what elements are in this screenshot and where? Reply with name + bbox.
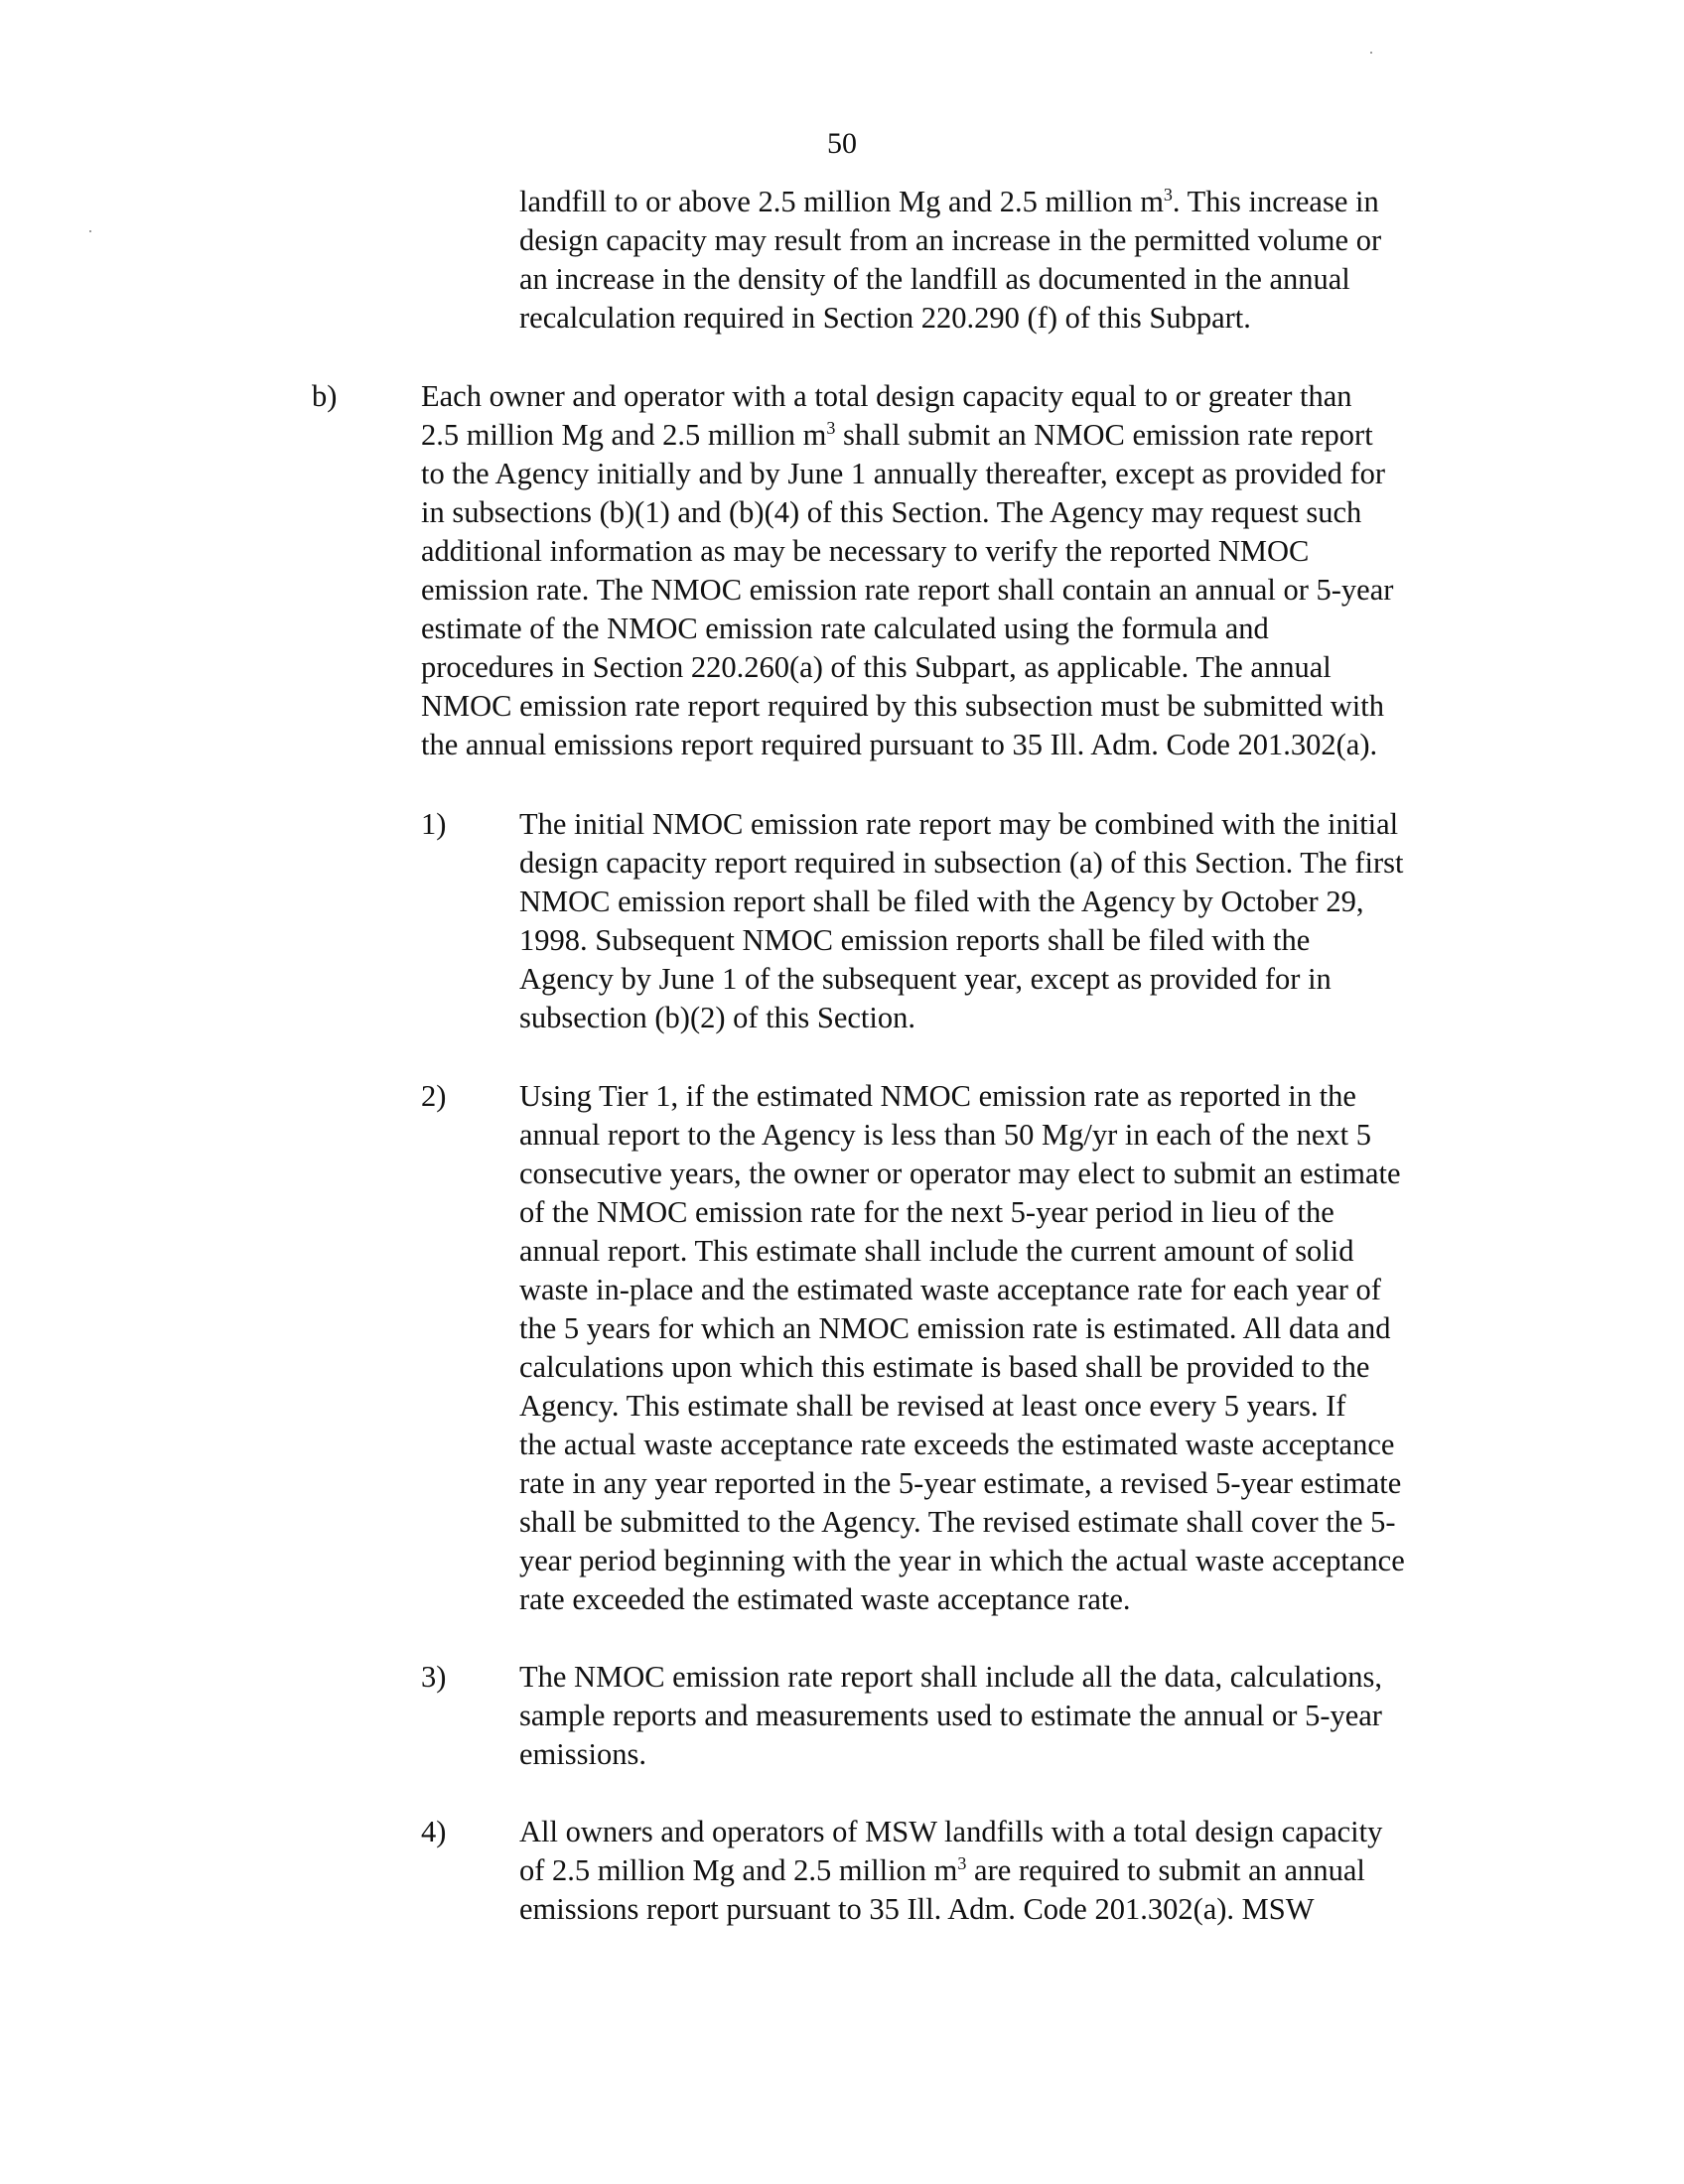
paragraph-line: Each owner and operator with a total design capacity equal to or greater than	[421, 379, 1352, 413]
paragraph-line: Using Tier 1, if the estimated NMOC emission rate as reported in the	[519, 1079, 1356, 1113]
page-number: 50	[827, 127, 857, 160]
paragraph-line: calculations upon which this estimate is based shall be provided to the	[519, 1350, 1370, 1384]
scan-speck	[89, 230, 91, 232]
subsection-b-marker: b)	[312, 379, 338, 413]
superscript-3: 3	[1163, 184, 1173, 205]
paragraph-line: subsection (b)(2) of this Section.	[519, 1001, 915, 1034]
paragraph-line: 2.5 million Mg and 2.5 million $m^3$ shall submit an NMOC emission rate report	[421, 417, 1373, 452]
paragraph-line: design capacity may result from an increase in the permitted volume or	[519, 223, 1382, 257]
item-1-marker: 1)	[421, 807, 447, 841]
paragraph-line: emission rate. The NMOC emission rate report shall contain an annual or 5-year	[421, 573, 1394, 607]
paragraph-line: an increase in the density of the landfill as documented in the annual	[519, 262, 1350, 296]
paragraph-line: rate in any year reported in the 5-year estimate, a revised 5-year estimate	[519, 1466, 1402, 1500]
item-2-marker: 2)	[421, 1079, 447, 1113]
superscript-3: 3	[957, 1852, 967, 1873]
paragraph-line: landfill to or above 2.5 million Mg and 2.5 million $m^3$. This increase in	[519, 184, 1379, 218]
scan-speck	[1370, 52, 1372, 54]
superscript-3: 3	[826, 417, 836, 438]
paragraph-line: estimate of the NMOC emission rate calculated using the formula and	[421, 612, 1269, 645]
paragraph-line: Agency by June 1 of the subsequent year, except as provided for in	[519, 962, 1332, 996]
paragraph-line: Agency. This estimate shall be revised at least once every 5 years. If	[519, 1389, 1346, 1423]
paragraph-line: the 5 years for which an NMOC emission rate is estimated. All data and	[519, 1311, 1391, 1345]
paragraph-line: in subsections (b)(1) and (b)(4) of this Section. The Agency may request such	[421, 495, 1362, 529]
item-4-paragraph	[519, 1813, 1512, 1929]
paragraph-line: rate exceeded the estimated waste acceptance rate.	[519, 1582, 1131, 1616]
paragraph-line: 1998. Subsequent NMOC emission reports shall be filed with the	[519, 923, 1311, 957]
item-2-paragraph	[519, 1077, 1512, 1619]
paragraph-line: procedures in Section 220.260(a) of this Subpart, as applicable. The annual	[421, 650, 1332, 684]
paragraph-line: waste in-place and the estimated waste acceptance rate for each year of	[519, 1273, 1381, 1306]
paragraph-line: emissions report pursuant to 35 Ill. Adm. Code 201.302(a). MSW	[519, 1892, 1315, 1926]
item-1-paragraph	[519, 805, 1512, 1037]
paragraph-line: design capacity report required in subsection (a) of this Section. The first	[519, 846, 1404, 880]
continuation-paragraph	[519, 183, 1512, 338]
paragraph-line: year period beginning with the year in which the actual waste acceptance	[519, 1544, 1405, 1577]
paragraph-line: to the Agency initially and by June 1 annually thereafter, except as provided for	[421, 457, 1386, 490]
paragraph-line: of 2.5 million Mg and 2.5 million $m^3$ are required to submit an annual	[519, 1852, 1365, 1887]
paragraph-line: The NMOC emission rate report shall include all the data, calculations,	[519, 1660, 1382, 1694]
item-3-paragraph	[519, 1658, 1512, 1774]
paragraph-line: recalculation required in Section 220.290 (f) of this Subpart.	[519, 301, 1251, 335]
paragraph-line: of the NMOC emission rate for the next 5-year period in lieu of the	[519, 1195, 1334, 1229]
paragraph-line: sample reports and measurements used to estimate the annual or 5-year	[519, 1699, 1382, 1732]
item-3-marker: 3)	[421, 1660, 447, 1694]
paragraph-line: The initial NMOC emission rate report may be combined with the initial	[519, 807, 1399, 841]
paragraph-line: annual report. This estimate shall include the current amount of solid	[519, 1234, 1354, 1268]
paragraph-line: shall be submitted to the Agency. The revised estimate shall cover the 5-	[519, 1505, 1396, 1539]
subsection-b-paragraph	[421, 377, 1513, 764]
paragraph-line: additional information as may be necessary to verify the reported NMOC	[421, 534, 1310, 568]
paragraph-line: the actual waste acceptance rate exceeds the estimated waste acceptance	[519, 1428, 1395, 1461]
paragraph-line: annual report to the Agency is less than 50 Mg/yr in each of the next 5	[519, 1118, 1372, 1152]
paragraph-line: the annual emissions report required pursuant to 35 Ill. Adm. Code 201.302(a).	[421, 728, 1378, 761]
item-4-marker: 4)	[421, 1815, 447, 1848]
paragraph-line: All owners and operators of MSW landfills with a total design capacity	[519, 1815, 1383, 1848]
paragraph-line: emissions.	[519, 1737, 646, 1771]
paragraph-line: consecutive years, the owner or operator may elect to submit an estimate	[519, 1157, 1401, 1190]
paragraph-line: NMOC emission report shall be filed with the Agency by October 29,	[519, 885, 1364, 918]
paragraph-line: NMOC emission rate report required by this subsection must be submitted with	[421, 689, 1384, 723]
